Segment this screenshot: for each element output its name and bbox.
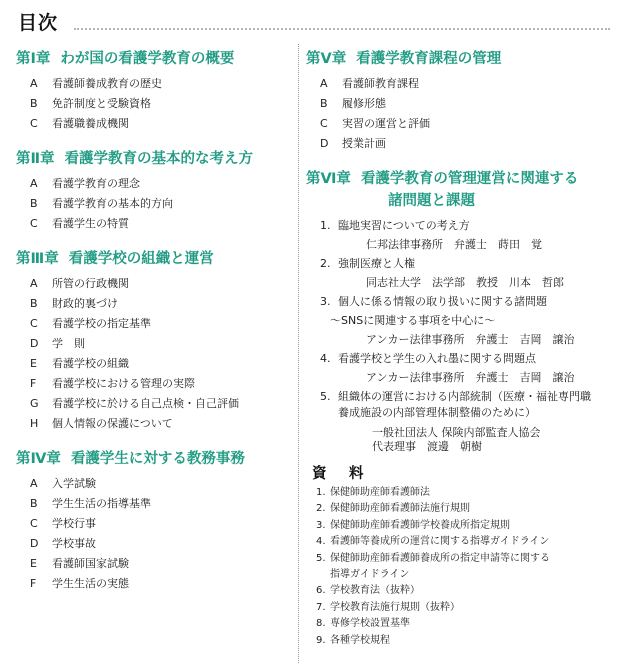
section-letter: B	[30, 497, 38, 510]
topic-title: 看護学校と学生の入れ墨に関する問題点	[338, 352, 536, 365]
topic-author: 仁邦法律事務所 弁護士 蒔田 覚	[366, 238, 542, 251]
section-item[interactable]	[16, 334, 292, 354]
material-item[interactable]	[316, 633, 612, 649]
topic-author: 代表理事 渡邊 朝樹	[372, 440, 482, 453]
topic-title: 臨地実習についての考え方	[338, 219, 470, 232]
section-letter: B	[30, 197, 38, 210]
chapter-heading[interactable]	[16, 248, 292, 270]
section-letter: B	[320, 97, 328, 110]
material-item[interactable]	[316, 518, 612, 534]
chapter-title: 看護学生に対する教務事務	[70, 451, 245, 467]
material-number: 1.	[316, 487, 326, 498]
chapter-heading[interactable]	[16, 48, 292, 70]
section-title: 学生生活の実態	[52, 577, 129, 590]
topic-author: アンカー法律事務所 弁護士 吉岡 譲治	[366, 333, 575, 346]
chapter-title: 看護学教育の管理運営に関連する	[360, 171, 579, 187]
material-item[interactable]	[316, 616, 612, 632]
chapter-number: 第Ⅳ章	[16, 451, 61, 467]
section-item[interactable]	[306, 134, 612, 154]
section-letter: C	[320, 117, 328, 130]
section-title: 所管の行政機関	[52, 277, 129, 290]
chapter-4	[16, 448, 292, 594]
section-title: 授業計画	[342, 137, 386, 150]
section-title: 看護学教育の基本的方向	[52, 197, 173, 210]
topic-item[interactable]	[320, 387, 612, 454]
section-item[interactable]	[16, 174, 292, 194]
topic-number: 5.	[320, 390, 331, 403]
material-title: 学校教育法施行規則（抜粋）	[330, 601, 460, 613]
materials-list	[306, 485, 612, 649]
material-item[interactable]	[316, 501, 612, 517]
material-number: 6.	[316, 585, 326, 597]
page-title: 目次	[18, 12, 59, 34]
section-letter: E	[30, 357, 37, 370]
materials-heading[interactable]: 資 料	[312, 466, 368, 482]
material-item[interactable]	[316, 583, 612, 599]
chapter-number: 第Ⅵ章	[306, 171, 351, 187]
material-number: 2.	[316, 503, 326, 515]
section-item[interactable]	[16, 374, 292, 394]
material-number: 8.	[316, 618, 326, 630]
material-number: 4.	[316, 536, 326, 548]
material-title: 保健師助産師看護師養成所の指定申請等に関する	[330, 552, 550, 564]
section-item[interactable]	[306, 94, 612, 114]
section-title: 看護学校の組織	[52, 357, 129, 370]
section-item[interactable]	[16, 514, 292, 534]
section-item[interactable]	[16, 474, 292, 494]
topic-item[interactable]	[320, 349, 612, 387]
material-number: 3.	[316, 519, 326, 531]
section-title: 看護師国家試験	[52, 557, 129, 570]
material-item[interactable]	[316, 534, 612, 550]
material-title-continued: 指導ガイドライン	[330, 569, 410, 581]
topic-title-continued: 養成施設の内部管理体制整備のために）	[338, 406, 536, 419]
section-title: 履修形態	[342, 97, 386, 110]
chapter-title: わが国の看護学教育の概要	[60, 51, 235, 67]
section-letter: C	[30, 317, 38, 330]
topic-item[interactable]	[320, 254, 612, 292]
material-title: 各種学校規程	[330, 634, 390, 646]
chapter-5	[306, 48, 612, 154]
section-letter: B	[30, 97, 38, 110]
chapter-title: 看護学教育課程の管理	[356, 51, 502, 67]
section-letter: A	[30, 477, 38, 490]
topic-author: アンカー法律事務所 弁護士 吉岡 譲治	[366, 371, 575, 384]
section-letter: C	[30, 217, 38, 230]
topic-number: 3.	[320, 295, 331, 308]
material-item[interactable]	[316, 485, 612, 501]
section-title: 看護学校に於ける自己点検・自己評価	[52, 397, 239, 410]
section-title: 免許制度と受験資格	[52, 97, 151, 110]
left-column	[16, 48, 292, 608]
chapter-number: 第Ⅰ章	[16, 51, 51, 67]
section-letter: E	[30, 557, 37, 570]
topic-number: 1.	[320, 219, 331, 232]
section-letter: A	[320, 77, 328, 90]
section-title: 看護師養成教育の歴史	[52, 77, 162, 90]
chapter-heading[interactable]	[16, 448, 292, 470]
section-letter: C	[30, 117, 38, 130]
chapter-heading[interactable]	[306, 48, 612, 70]
chapter-heading[interactable]	[16, 148, 292, 170]
right-column	[306, 48, 612, 649]
topic-author-org: 一般社団法人 保険内部監査人協会	[372, 426, 541, 439]
section-item[interactable]	[16, 394, 292, 414]
material-title: 専修学校設置基準	[330, 618, 410, 630]
section-item[interactable]	[16, 494, 292, 514]
topic-number: 2.	[320, 257, 331, 270]
section-title: 看護学校における管理の実際	[52, 377, 195, 390]
chapter-heading[interactable]	[306, 168, 612, 212]
section-title: 看護職養成機関	[52, 117, 129, 130]
material-title: 保健師助産師看護師学校養成所指定規則	[330, 519, 510, 531]
material-title: 保健師助産師看護師法施行規則	[330, 503, 470, 515]
section-item[interactable]	[16, 214, 292, 234]
material-number: 5.	[316, 552, 326, 564]
section-title: 看護学校の指定基準	[52, 317, 151, 330]
chapter-title: 看護学校の組織と運営	[68, 251, 214, 267]
section-title: 学校行事	[52, 517, 96, 530]
material-title: 看護師等養成所の運営に関する指導ガイドライン	[330, 536, 550, 548]
section-letter: G	[30, 397, 39, 410]
chapter-1	[16, 48, 292, 134]
material-item[interactable]	[316, 600, 612, 616]
chapter-number: 第Ⅴ章	[306, 51, 347, 67]
chapter-number: 第Ⅲ章	[16, 251, 59, 267]
material-number: 7.	[316, 601, 326, 613]
section-title: 学校事故	[52, 537, 96, 550]
section-title: 学 則	[52, 337, 85, 350]
chapter-3	[16, 248, 292, 434]
chapter-number: 第Ⅱ章	[16, 151, 55, 167]
section-title: 個人情報の保護について	[52, 417, 173, 430]
title-dotted-rule	[74, 28, 610, 30]
section-letter: A	[30, 77, 38, 90]
section-letter: A	[30, 177, 38, 190]
section-item[interactable]	[16, 314, 292, 334]
column-divider	[298, 44, 299, 663]
topic-number: 4.	[320, 352, 331, 365]
topic-item[interactable]	[320, 292, 612, 349]
section-title: 看護学教育の理念	[52, 177, 140, 190]
section-item[interactable]	[16, 194, 292, 214]
section-letter: A	[30, 277, 38, 290]
section-item[interactable]	[16, 534, 292, 554]
section-title: 実習の運営と評価	[342, 117, 430, 130]
section-letter: H	[30, 417, 39, 430]
section-title: 学生生活の指導基準	[52, 497, 151, 510]
section-item[interactable]	[16, 354, 292, 374]
section-item[interactable]	[16, 94, 292, 114]
topic-author: 同志社大学 法学部 教授 川本 哲郎	[366, 276, 564, 289]
section-item[interactable]	[306, 74, 612, 94]
section-item[interactable]	[16, 74, 292, 94]
section-item[interactable]	[16, 114, 292, 134]
section-letter: F	[30, 577, 37, 590]
section-item[interactable]	[16, 554, 292, 574]
section-title: 看護師教育課程	[342, 77, 419, 90]
section-title: 財政的裏づけ	[52, 297, 118, 310]
section-item[interactable]	[16, 294, 292, 314]
topic-title: 組織体の運営における内部統制（医療・福祉専門職	[338, 390, 591, 403]
section-letter: D	[320, 137, 329, 150]
chapter-2	[16, 148, 292, 234]
section-letter: C	[30, 517, 38, 530]
section-title: 入学試験	[52, 477, 96, 490]
material-item[interactable]	[316, 551, 612, 584]
topic-item[interactable]	[320, 216, 612, 254]
material-number: 9.	[316, 634, 326, 646]
topic-title: 強制医療と人権	[338, 257, 415, 270]
material-title: 保健師助産師看護師法	[330, 487, 430, 498]
section-item[interactable]	[306, 114, 612, 134]
section-item[interactable]	[16, 274, 292, 294]
section-letter: D	[30, 537, 39, 550]
section-item[interactable]	[16, 574, 292, 594]
chapter-title: 看護学教育の基本的な考え方	[64, 151, 254, 167]
chapter-title-line2: 諸問題と課題	[388, 193, 475, 209]
section-letter: D	[30, 337, 39, 350]
material-title: 学校教育法（抜粋）	[330, 585, 420, 597]
section-letter: F	[30, 377, 37, 390]
topic-title: 個人に係る情報の取り扱いに関する諸問題	[338, 295, 547, 308]
topic-subtitle: ～SNSに関連する事項を中心に～	[330, 314, 496, 327]
chapter-6	[306, 168, 612, 454]
section-item[interactable]	[16, 414, 292, 434]
section-letter: B	[30, 297, 38, 310]
section-title: 看護学生の特質	[52, 217, 129, 230]
